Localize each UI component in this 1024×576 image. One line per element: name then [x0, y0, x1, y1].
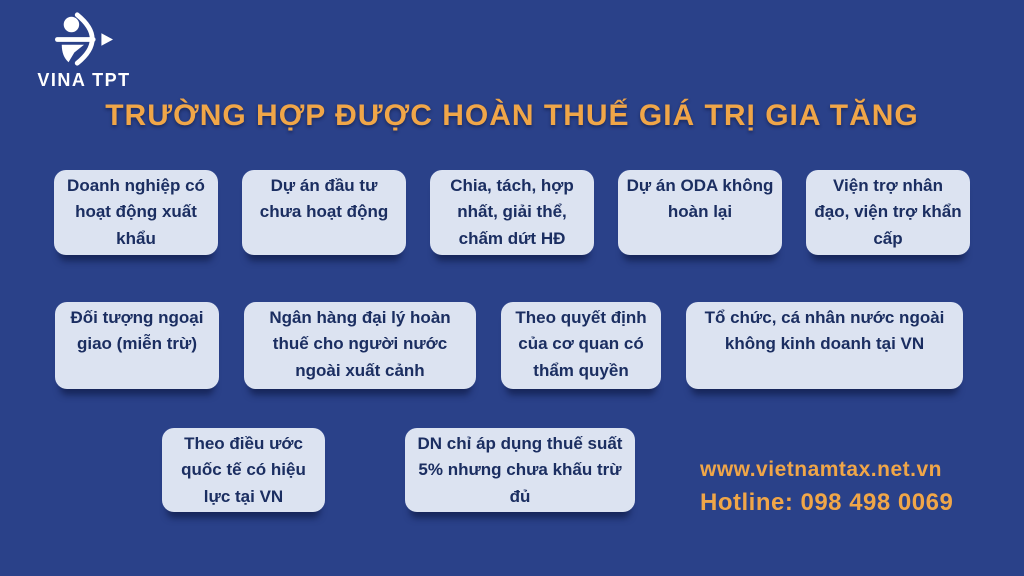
case-card	[54, 170, 218, 255]
case-card	[162, 428, 325, 512]
case-card-label: Dự án ODA không hoàn lại	[626, 176, 774, 222]
case-card	[242, 170, 406, 255]
case-card-label: Theo điều ước quốc tế có hiệu lực tại VN	[181, 434, 306, 506]
case-card	[244, 302, 476, 389]
case-card	[618, 170, 782, 255]
case-card	[430, 170, 594, 255]
cases-row-2	[55, 302, 963, 389]
vina-tpt-logo	[24, 10, 144, 91]
case-card-label: Chia, tách, hợp nhất, giải thể, chấm dứt HĐ	[450, 176, 574, 248]
case-card-label: Theo quyết định của cơ quan có thẩm quyền	[515, 308, 647, 380]
case-card-label: Ngân hàng đại lý hoàn thuế cho người nước ngoài xuất cảnh	[269, 308, 451, 380]
contact-block	[700, 458, 953, 517]
case-card	[806, 170, 970, 255]
cases-row-1	[54, 170, 970, 255]
brand-name: VINA TPT	[37, 70, 131, 90]
case-card	[501, 302, 661, 389]
hotline-number: Hotline: 098 498 0069	[700, 489, 954, 516]
case-card-label: Dự án đầu tư chưa hoạt động	[259, 176, 389, 222]
case-card	[686, 302, 963, 389]
case-card	[55, 302, 219, 389]
case-card	[405, 428, 635, 512]
archer-icon	[24, 10, 144, 68]
case-card-label: DN chỉ áp dụng thuế suất 5% nhưng chưa khấu trừ đủ	[417, 434, 623, 506]
case-card-label: Viện trợ nhân đạo, viện trợ khẩn cấp	[814, 176, 962, 248]
case-card-label: Doanh nghiệp có hoạt động xuất khẩu	[67, 176, 205, 248]
website-url: www.vietnamtax.net.vn	[700, 458, 942, 481]
case-card-label: Tổ chức, cá nhân nước ngoài không kinh doanh tại VN	[704, 308, 945, 354]
case-card-label: Đối tượng ngoại giao (miễn trừ)	[70, 308, 204, 354]
page-title: TRƯỜNG HỢP ĐƯỢC HOÀN THUẾ GIÁ TRỊ GIA TĂNG	[105, 99, 919, 132]
